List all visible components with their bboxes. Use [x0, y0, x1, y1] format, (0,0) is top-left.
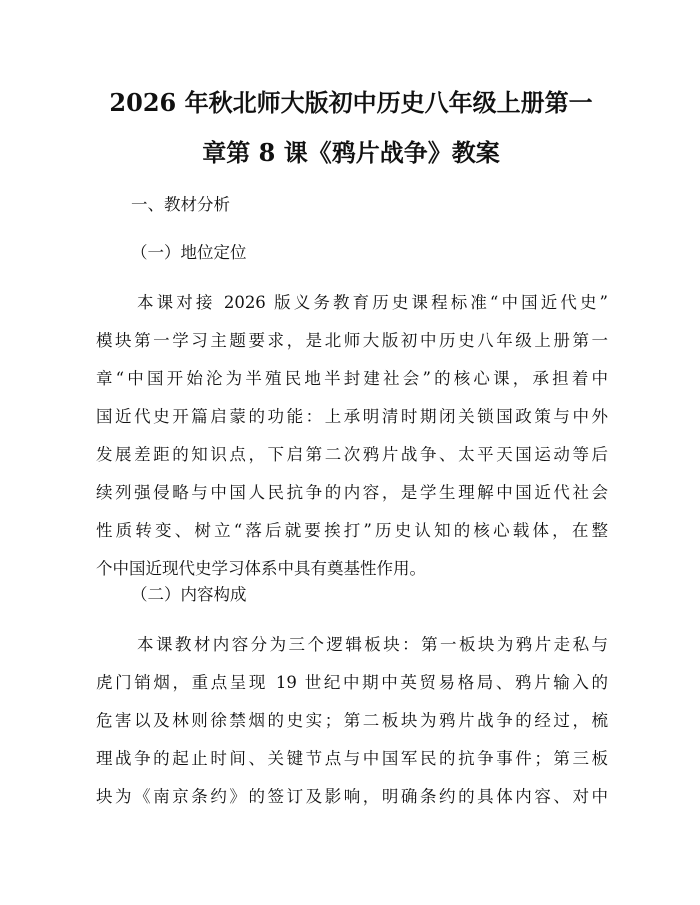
document-title-line-2: 章第 8 课《鸦片战争》教案	[202, 138, 500, 167]
paragraph-line: 本课对接 2026 版义务教育历史课程标准“中国近代史”	[137, 293, 608, 312]
paragraph-content	[96, 626, 608, 816]
paragraph-line: 发展差距的知识点，下启第二次鸦片战争、太平天国运动等后	[96, 445, 608, 464]
paragraph-position	[96, 284, 608, 588]
paragraph-line: 章“中国开始沦为半殖民地半封建社会”的核心课，承担着中	[96, 369, 608, 388]
paragraph-line: 块为《南京条约》的签订及影响，明确条约的具体内容、对中	[96, 787, 608, 806]
section-heading: 一、教材分析	[131, 195, 230, 214]
subsection-heading-content: （二）内容构成	[131, 585, 247, 604]
paragraph-line: 性质转变、树立“落后就要挨打”历史认知的核心载体，在整	[96, 521, 608, 540]
paragraph-line: 理战争的起止时间、关键节点与中国军民的抗争事件；第三板	[96, 749, 608, 768]
paragraph-line: 危害以及林则徐禁烟的史实；第二板块为鸦片战争的经过，梳	[96, 711, 608, 730]
paragraph-line: 虎门销烟，重点呈现 19 世纪中期中英贸易格局、鸦片输入的	[96, 673, 608, 692]
paragraph-line: 本课教材内容分为三个逻辑板块：第一板块为鸦片走私与	[137, 635, 608, 654]
document-title-line-1: 2026 年秋北师大版初中历史八年级上册第一	[109, 88, 593, 117]
subsection-heading-position: （一）地位定位	[131, 243, 247, 262]
paragraph-line: 模块第一学习主题要求，是北师大版初中历史八年级上册第一	[96, 331, 608, 350]
paragraph-line: 国近代史开篇启蒙的功能：上承明清时期闭关锁国政策与中外	[96, 407, 608, 426]
paragraph-line: 续列强侵略与中国人民抗争的内容，是学生理解中国近代社会	[96, 483, 608, 502]
paragraph-line: 个中国近现代史学习体系中具有奠基性作用。	[96, 559, 426, 578]
